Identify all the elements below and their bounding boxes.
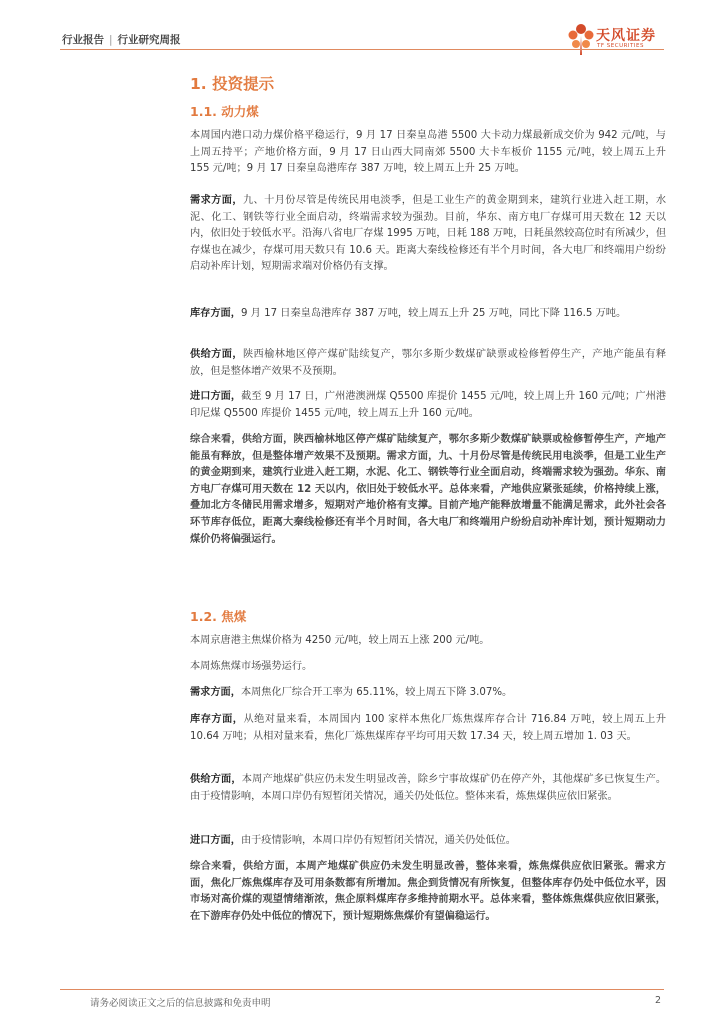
demand-lead: 需求方面， xyxy=(190,195,243,206)
coking-coal-price-paragraph: 本周京唐港主焦煤价格为 4250 元/吨，较上周五上涨 200 元/吨。 xyxy=(190,635,490,646)
thermal-coal-import-paragraph xyxy=(190,389,666,422)
coking-supply-text: 本周产地煤矿供应仍未发生明显改善，除乡宁事故煤矿仍在停产外，其他煤矿多已恢复生产。由于疫情影响，本周口岸仍有短暂闭关情况，通关仍处低位。整体来看，炼焦煤供应依旧紧张。 xyxy=(190,774,667,802)
footer-divider xyxy=(60,989,664,990)
logo-flower-icon xyxy=(566,22,596,56)
coking-inventory-lead: 库存方面， xyxy=(190,714,244,725)
coking-import-lead: 进口方面， xyxy=(190,835,241,846)
logo-subtext: TF SECURITIES xyxy=(597,43,644,49)
coking-demand-text: 本周焦化厂综合开工率为 65.11%，较上周五下降 3.07%。 xyxy=(240,687,513,698)
header-divider xyxy=(60,49,664,50)
coking-coal-inventory-paragraph xyxy=(190,712,666,745)
demand-text: 九、十月份尽管是传统民用电淡季，但是工业生产的黄金期到来，建筑行业进入赶工期，水泥、化工、钢铁等行业全面启动，终端需求较为强劲。目前，华东、南方电厂存煤可用天数在 12 天以内，依旧处于较低水平。沿海八省电厂存煤 1995 万吨，日耗 188 万吨，日耗虽然较高位时有所减少，但存煤也在减少，存煤可用天数只有 10.6 天。距离大秦线检修还有半个月时间，各大电厂和终端用户纷纷启动补库计划，短期需求端对价格仍有支撑。 xyxy=(190,195,667,273)
page-header xyxy=(0,0,724,60)
supply-text: 陕西榆林地区停产煤矿陆续复产，鄂尔多斯少数煤矿缺票或检修暂停生产，产地产能虽有释放，但是整体增产效果不及预期。 xyxy=(190,349,667,377)
page-number: 2 xyxy=(655,995,662,1006)
header-subcategory: 行业研究周报 xyxy=(117,34,181,46)
header-category: 行业报告 xyxy=(62,34,104,46)
supply-lead: 供给方面， xyxy=(190,349,243,360)
header-separator: | xyxy=(109,34,113,46)
coking-coal-supply-paragraph xyxy=(190,772,666,805)
company-logo xyxy=(566,22,696,58)
thermal-coal-supply-paragraph xyxy=(190,347,666,380)
import-text: 截至 9 月 17 日，广州港澳洲煤 Q5500 库提价 1455 元/吨，较上周上升 160 元/吨；广州港印尼煤 Q5500 库提价 1455 元/吨，较上周五上升 160 元/吨。 xyxy=(190,391,667,419)
coking-inventory-text: 从绝对量来看，本周国内 100 家样本焦化厂炼焦煤库存合计 716.84 万吨，较上周五上升 10.64 万吨；从相对量来看，焦化厂炼焦煤库存平均可用天数 17.34 天，较上周五增加 1. 03 天。 xyxy=(190,714,667,742)
thermal-coal-summary-paragraph: 综合来看，供给方面，陕西榆林地区停产煤矿陆续复产，鄂尔多斯少数煤矿缺票或检修暂停生产，产地产能虽有释放，但是整体增产效果不及预期。需求方面，九、十月份尽管是传统民用电淡季，但是工业生产的黄金期到来，建筑行业进入赶工期，水泥、化工、钢铁等行业全面启动，终端需求较为强劲。华东、南方电厂存煤可用天数在 12 天以内，依旧处于较低水平。总体来看，产地供应紧张延续，价格持续上涨，叠加北方冬储民用需求增多，短期对产地价格有支撑。目前产地产能释放增量不能满足需求，此外社会各环节库存低位，距离大秦线检修还有半个月时间，各大电厂和终端用户纷纷启动补库计划，预计短期动力煤价仍将偏强运行。 xyxy=(190,434,666,545)
coking-import-text: 由于疫情影响，本周口岸仍有短暂闭关情况，通关仍处低位。 xyxy=(240,835,516,846)
header-breadcrumb xyxy=(62,32,181,47)
thermal-coal-price-paragraph: 本周国内港口动力煤价格平稳运行，9 月 17 日秦皇岛港 5500 大卡动力煤最新成交价为 942 元/吨，与上周五持平；产地价格方面，9 月 17 日山西大同南郊 5500 大卡车板价 1155 元/吨，较上周五上升 155 元/吨；9 月 17 日秦皇岛港库存 387 万吨，较上周五上升 25 万吨。 xyxy=(190,130,666,175)
coking-coal-demand-paragraph xyxy=(190,685,666,702)
inventory-lead: 库存方面， xyxy=(190,308,241,319)
subsection-title-coking-coal: 1.2. 焦煤 xyxy=(190,609,247,624)
thermal-coal-inventory-paragraph xyxy=(190,306,666,323)
coking-supply-lead: 供给方面， xyxy=(190,774,242,785)
section-title: 1. 投资提示 xyxy=(190,75,275,93)
logo-text: 天风证券 xyxy=(596,28,656,44)
coking-demand-lead: 需求方面， xyxy=(190,687,241,698)
coking-coal-market-paragraph: 本周炼焦煤市场强势运行。 xyxy=(190,661,313,672)
subsection-title-thermal-coal: 1.1. 动力煤 xyxy=(190,104,259,119)
coking-coal-summary-paragraph: 综合来看，供给方面，本周产地煤矿供应仍未发生明显改善，整体来看，炼焦煤供应依旧紧张。需求方面，焦化厂炼焦煤库存及可用条数都有所增加。焦企到货情况有所恢复，但整体库存仍处中低位水平，因市场对高价煤的观望情绪渐浓，焦企原料煤库存多维持前期水平。总体来看，整体炼焦煤供应依旧紧张，在下游库存仍处中低位的情况下，预计短期炼焦煤价有望偏稳运行。 xyxy=(190,861,666,922)
import-lead: 进口方面， xyxy=(190,391,242,402)
thermal-coal-demand-paragraph xyxy=(190,193,666,276)
footer-disclaimer: 请务必阅读正文之后的信息披露和免责申明 xyxy=(90,998,271,1009)
inventory-text: 9 月 17 日秦皇岛港库存 387 万吨，较上周五上升 25 万吨，同比下降 116.5 万吨。 xyxy=(240,308,627,319)
coking-coal-import-paragraph xyxy=(190,833,666,850)
